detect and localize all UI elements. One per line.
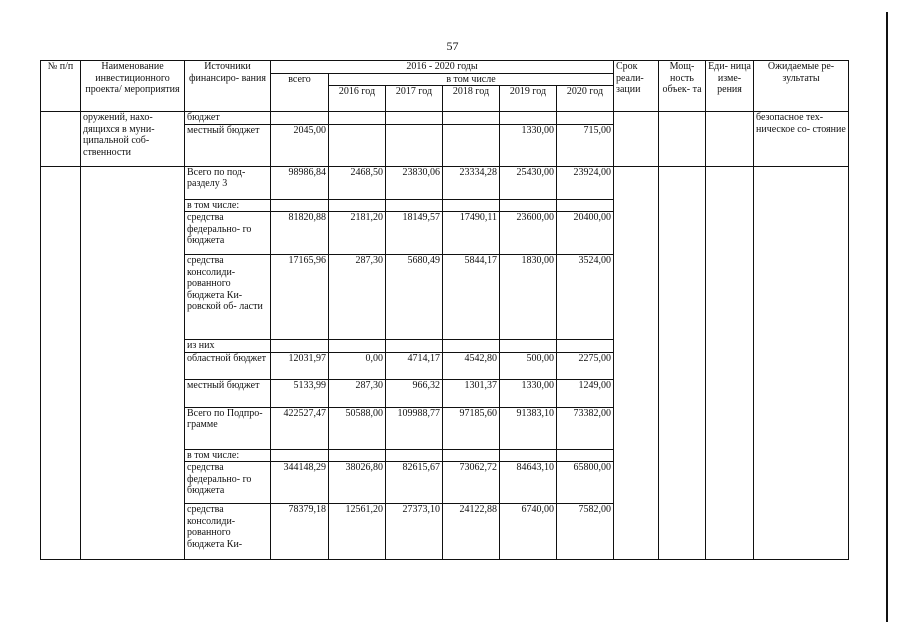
header-year-2019: 2019 год xyxy=(500,86,557,112)
row-source: в том числе: xyxy=(185,449,271,462)
row-2017: 18149,57 xyxy=(386,212,443,255)
row-total xyxy=(271,449,329,462)
header-total: всего xyxy=(271,73,329,112)
row-source: средства консолиди- рованного бюджета Ки- xyxy=(185,504,271,560)
row-2017 xyxy=(386,340,443,353)
row-2019 xyxy=(500,449,557,462)
row-source: местный бюджет xyxy=(185,124,271,166)
row-source: в том числе: xyxy=(185,199,271,212)
header-year-2018: 2018 год xyxy=(443,86,500,112)
row-2016: 2468,50 xyxy=(329,166,386,199)
row-2020: 73382,00 xyxy=(557,407,614,449)
row-2019: 500,00 xyxy=(500,352,557,379)
header-term: Срок реали- зации xyxy=(614,61,659,112)
row-2018: 5844,17 xyxy=(443,255,500,340)
row-total xyxy=(271,199,329,212)
row-2020: 715,00 xyxy=(557,124,614,166)
row-2019: 1330,00 xyxy=(500,124,557,166)
row-source: областной бюджет xyxy=(185,352,271,379)
row-2019 xyxy=(500,340,557,353)
row-2018: 1301,37 xyxy=(443,379,500,407)
row-total: 12031,97 xyxy=(271,352,329,379)
row-2019: 1830,00 xyxy=(500,255,557,340)
header-period: 2016 - 2020 годы xyxy=(271,61,614,74)
row-2018: 97185,60 xyxy=(443,407,500,449)
row-2020 xyxy=(557,340,614,353)
row-2018 xyxy=(443,199,500,212)
row-2017: 4714,17 xyxy=(386,352,443,379)
row-2020: 7582,00 xyxy=(557,504,614,560)
row-2016 xyxy=(329,124,386,166)
row-source: средства консолиди- рованного бюджета Ки- ровской об- ласти xyxy=(185,255,271,340)
row-source: бюджет xyxy=(185,112,271,125)
row-source: Всего по под- разделу 3 xyxy=(185,166,271,199)
row-2016: 287,30 xyxy=(329,255,386,340)
row-total xyxy=(271,340,329,353)
row-2020: 23924,00 xyxy=(557,166,614,199)
row-2017: 27373,10 xyxy=(386,504,443,560)
row-total: 78379,18 xyxy=(271,504,329,560)
row-2016: 12561,20 xyxy=(329,504,386,560)
row-2018: 73062,72 xyxy=(443,462,500,504)
row-2016: 38026,80 xyxy=(329,462,386,504)
page-edge-rule xyxy=(886,12,888,622)
row-total: 422527,47 xyxy=(271,407,329,449)
investment-table xyxy=(40,60,849,560)
row-2020: 1249,00 xyxy=(557,379,614,407)
row-2016: 287,30 xyxy=(329,379,386,407)
row-source: Всего по Подпро- грамме xyxy=(185,407,271,449)
row-2020 xyxy=(557,449,614,462)
row-2016: 2181,20 xyxy=(329,212,386,255)
row-total: 81820,88 xyxy=(271,212,329,255)
row-total: 98986,84 xyxy=(271,166,329,199)
row-2016: 0,00 xyxy=(329,352,386,379)
header-year-2020: 2020 год xyxy=(557,86,614,112)
row-2020: 2275,00 xyxy=(557,352,614,379)
row-2018 xyxy=(443,449,500,462)
row-source: средства федерально- го бюджета xyxy=(185,462,271,504)
row-2017 xyxy=(386,449,443,462)
row-2019: 1330,00 xyxy=(500,379,557,407)
row-total: 2045,00 xyxy=(271,124,329,166)
row-2017: 82615,67 xyxy=(386,462,443,504)
header-number: № п/п xyxy=(41,61,81,112)
row-2018: 4542,80 xyxy=(443,352,500,379)
row-2019: 84643,10 xyxy=(500,462,557,504)
header-year-2016: 2016 год xyxy=(329,86,386,112)
row-2020: 20400,00 xyxy=(557,212,614,255)
row-2019 xyxy=(500,112,557,125)
row-2017: 966,32 xyxy=(386,379,443,407)
row-2017: 23830,06 xyxy=(386,166,443,199)
row-2017: 5680,49 xyxy=(386,255,443,340)
row-2019 xyxy=(500,199,557,212)
expected-results-cell: безопасное тех- ническое со- стояние xyxy=(754,112,849,167)
row-total: 5133,99 xyxy=(271,379,329,407)
row-2016 xyxy=(329,199,386,212)
header-unit: Еди- ница изме- рения xyxy=(706,61,754,112)
header-including: в том числе xyxy=(329,73,614,86)
row-2018: 17490,11 xyxy=(443,212,500,255)
header-project-name: Наименование инвестиционного проекта/ мероприятия xyxy=(81,61,185,112)
header-capacity: Мощ- ность объек- та xyxy=(659,61,706,112)
row-2017: 109988,77 xyxy=(386,407,443,449)
row-2018: 24122,88 xyxy=(443,504,500,560)
row-2016: 50588,00 xyxy=(329,407,386,449)
row-2016 xyxy=(329,112,386,125)
header-year-2017: 2017 год xyxy=(386,86,443,112)
row-2019: 91383,10 xyxy=(500,407,557,449)
page-number: 57 xyxy=(446,39,459,53)
row-source: местный бюджет xyxy=(185,379,271,407)
row-total: 344148,29 xyxy=(271,462,329,504)
row-2018 xyxy=(443,340,500,353)
row-source: из них xyxy=(185,340,271,353)
row-2018 xyxy=(443,112,500,125)
row-2020: 3524,00 xyxy=(557,255,614,340)
row-2018 xyxy=(443,124,500,166)
row-2017 xyxy=(386,199,443,212)
row-2020: 65800,00 xyxy=(557,462,614,504)
row-2017 xyxy=(386,124,443,166)
row-2017 xyxy=(386,112,443,125)
row-source: средства федерально- го бюджета xyxy=(185,212,271,255)
row-2016 xyxy=(329,449,386,462)
row-2016 xyxy=(329,340,386,353)
row-2019: 6740,00 xyxy=(500,504,557,560)
row-total: 17165,96 xyxy=(271,255,329,340)
row-total xyxy=(271,112,329,125)
row-2019: 25430,00 xyxy=(500,166,557,199)
row-2020 xyxy=(557,112,614,125)
header-funding-sources: Источники финансиро- вания xyxy=(185,61,271,112)
row-2019: 23600,00 xyxy=(500,212,557,255)
row-2020 xyxy=(557,199,614,212)
project-name-cell: оружений, нахо- дящихся в муни- ципальной соб- ственности xyxy=(81,112,185,167)
header-expected-results: Ожидаемые ре- зультаты xyxy=(754,61,849,112)
row-2018: 23334,28 xyxy=(443,166,500,199)
